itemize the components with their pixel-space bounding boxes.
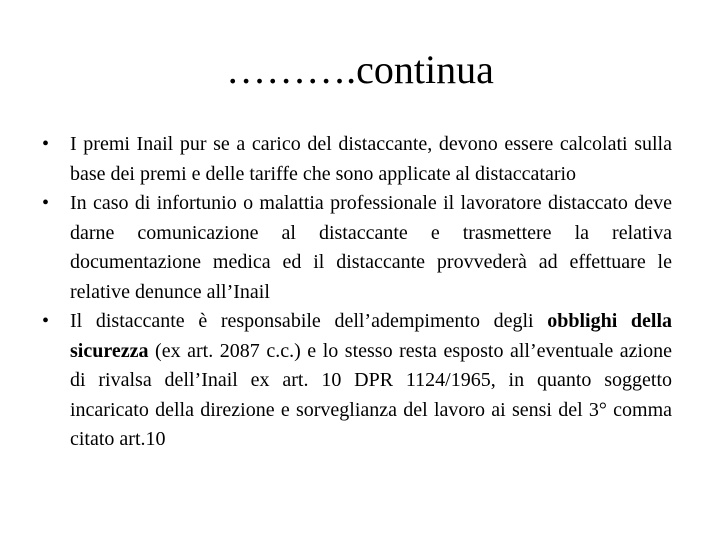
bullet-item [42,189,672,307]
bullet-icon: • [42,192,50,214]
bullet-text-after: (ex art. 2087 c.c.) e lo stesso resta esposto all’eventuale azione di rivalsa dell’Inail ex art. 10 DPR 1124/1965, in quanto soggetto incaricato della direzione e sorveglianza del lavoro ai sensi del 3° comma citato art.10 [70,339,672,450]
bullet-item [42,307,673,455]
slide-title: ……….continua [226,47,494,92]
bullet-icon: • [42,133,50,155]
bullet-list [42,130,673,455]
bullet-icon: • [42,310,50,332]
bullet-text: In caso di infortunio o malattia professionale il lavoratore distaccato deve darne comunicazione al distaccante e trasmettere la relativa documentazione medica ed il distaccante provvederà ad effettuare le relative denunce all’Inail [70,192,672,303]
bullet-text-before: Il distaccante è responsabile dell’adempimento degli [70,310,548,332]
bullet-text: I premi Inail pur se a carico del distaccante, devono essere calcolati sulla base dei premi e delle tariffe che sono applicate al distaccatario [70,133,672,185]
bullet-text-bold: obblighi della sicurezza [70,310,673,362]
bullet-item [42,130,672,189]
